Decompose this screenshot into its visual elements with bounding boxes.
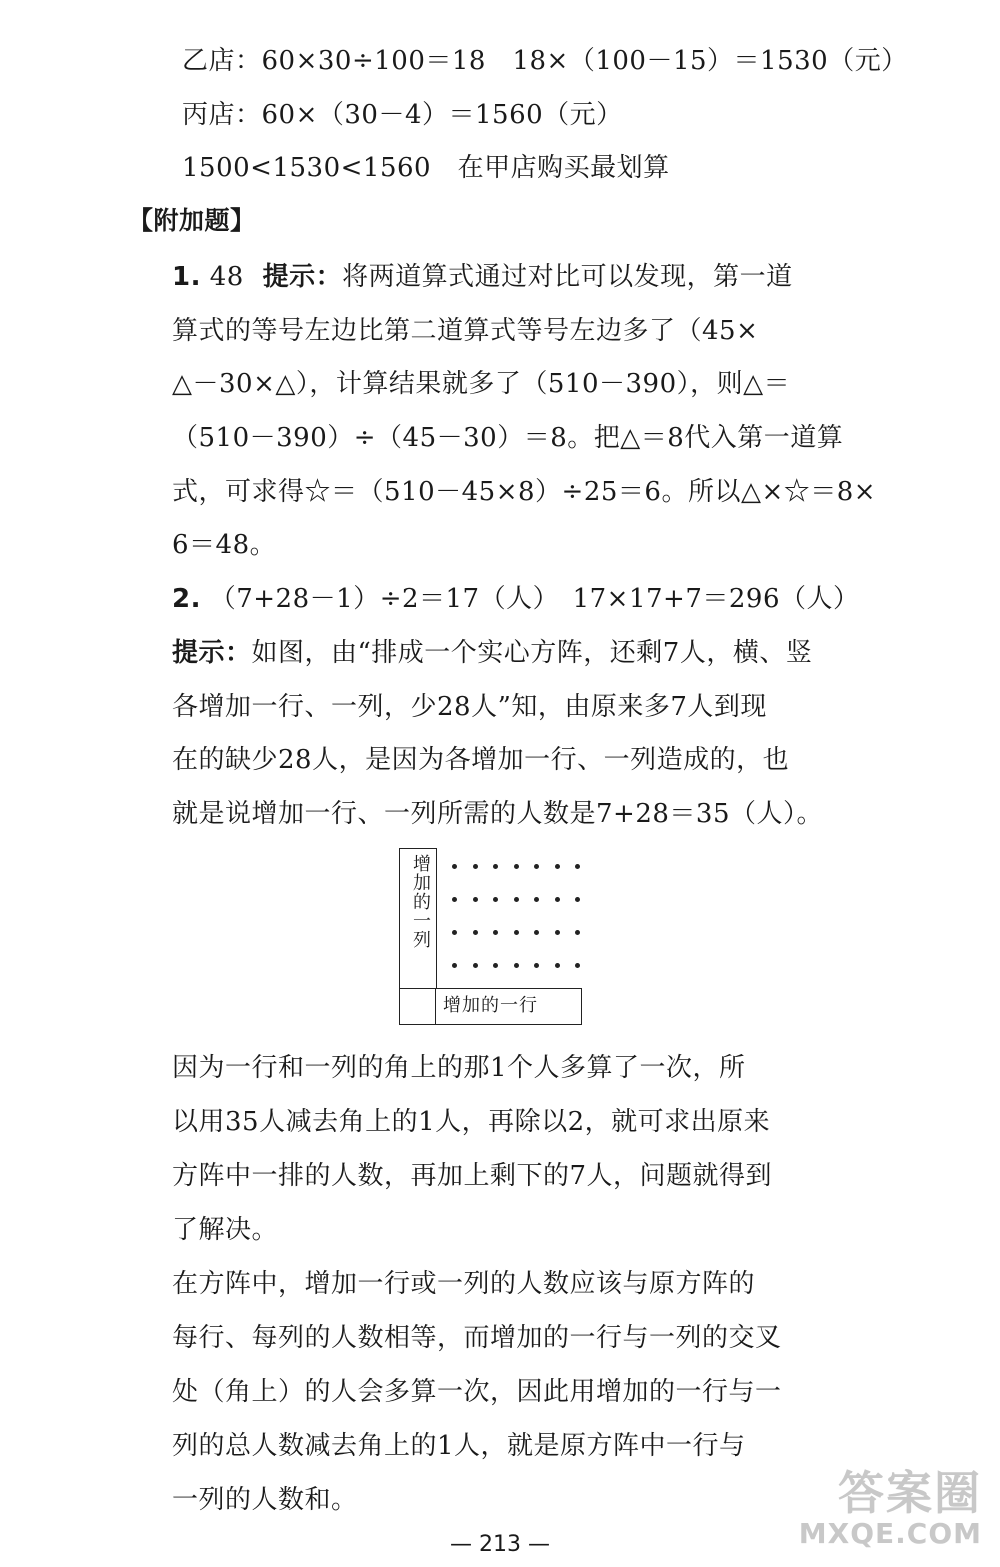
q1-line: （510－390）÷（45－30）＝8。把△＝8代入第一道算 xyxy=(172,423,844,453)
q2-hint-line: 就是说增加一行、一列所需的人数是7+28＝35（人）。 xyxy=(172,799,823,829)
array-dot xyxy=(555,897,560,902)
added-row-label: 增加的一行 xyxy=(443,995,538,1016)
array-dot xyxy=(575,930,580,935)
q2-after-line: 因为一行和一列的角上的那1个人多算了一次，所 xyxy=(172,1053,746,1083)
array-dot xyxy=(555,864,560,869)
array-dot xyxy=(514,963,519,968)
square-array-diagram xyxy=(399,848,582,1025)
watermark-logo xyxy=(799,1468,982,1550)
array-dot xyxy=(473,963,478,968)
array-dot xyxy=(555,963,560,968)
array-dot xyxy=(514,897,519,902)
q2-hint-label: 提示： xyxy=(172,638,252,668)
array-dot xyxy=(452,930,457,935)
array-dot xyxy=(493,930,498,935)
watermark-url: MXQE.COM xyxy=(798,1517,982,1550)
q2-after-line: 一列的人数和。 xyxy=(172,1485,358,1515)
q2-after-line: 以用35人减去角上的1人，再除以2，就可求出原来 xyxy=(172,1107,771,1137)
array-dot xyxy=(534,897,539,902)
array-dot xyxy=(452,897,457,902)
q2-after-line: 列的总人数减去角上的1人，就是原方阵中一行与 xyxy=(172,1431,746,1461)
q2-after-line: 在方阵中，增加一行或一列的人数应该与原方阵的 xyxy=(172,1269,756,1299)
q2-after-line: 处（角上）的人会多算一次，因此用增加的一行与一 xyxy=(172,1377,782,1407)
q2-answer: （7+28－1）÷2＝17（人） 17×17+7＝296（人） xyxy=(209,584,860,614)
q1-line: △－30×△），计算结果就多了（510－390），则△＝ xyxy=(172,369,791,399)
array-dot xyxy=(575,864,580,869)
q2-hint-text: 如图，由“排成一个实心方阵，还剩7人，横、竖 xyxy=(251,638,813,668)
q1-hint-text: 将两道算式通过对比可以发现，第一道 xyxy=(342,262,793,292)
q2-hint-line: 各增加一行、一列，少28人”知，由原来多7人到现 xyxy=(172,692,767,722)
q1-line: 算式的等号左边比第二道算式等号左边多了（45× xyxy=(172,316,759,346)
page-number: — 213 — xyxy=(450,1532,550,1557)
array-dot xyxy=(473,864,478,869)
q2-after-line: 方阵中一排的人数，再加上剩下的7人，问题就得到 xyxy=(172,1161,773,1191)
watermark-title: 答案圈 xyxy=(838,1466,982,1520)
intro-line-2: 丙店：60×（30－4）＝1560（元） xyxy=(182,100,623,130)
q1-line: 6＝48。 xyxy=(172,530,277,560)
array-dot xyxy=(514,930,519,935)
array-dot xyxy=(452,864,457,869)
array-dot xyxy=(534,864,539,869)
array-dot xyxy=(555,930,560,935)
array-dot xyxy=(575,897,580,902)
q2-hint-first-line xyxy=(172,635,812,671)
q1-number: 1. xyxy=(172,262,201,292)
intro-line-3: 1500<1530<1560 在甲店购买最划算 xyxy=(182,153,670,183)
q1-first-line xyxy=(172,259,793,295)
corner-divider xyxy=(435,988,436,1025)
q2-after-line: 了解决。 xyxy=(172,1215,279,1245)
array-dot xyxy=(575,963,580,968)
array-dot xyxy=(473,897,478,902)
array-dot xyxy=(493,963,498,968)
added-column-label: 增加的一列 xyxy=(410,854,431,949)
q1-line: 式，可求得☆＝（510－45×8）÷25＝6。所以△×☆＝8× xyxy=(172,477,877,507)
q1-answer: 48 xyxy=(209,262,244,292)
q2-number: 2. xyxy=(172,584,201,614)
array-dot xyxy=(493,864,498,869)
array-dot xyxy=(452,963,457,968)
intro-line-1: 乙店：60×30÷100＝18 18×（100－15）＝1530（元） xyxy=(182,46,908,76)
q1-hint-label: 提示： xyxy=(262,262,343,292)
section-title: 【附加题】 xyxy=(128,206,256,235)
array-dot xyxy=(534,963,539,968)
array-dot xyxy=(514,864,519,869)
q2-answer-line xyxy=(172,581,860,617)
q2-after-line: 每行、每列的人数相等，而增加的一行与一列的交叉 xyxy=(172,1323,782,1353)
array-dot xyxy=(493,897,498,902)
array-dot xyxy=(473,930,478,935)
q2-hint-line: 在的缺少28人，是因为各增加一行、一列造成的，也 xyxy=(172,745,790,775)
array-dot xyxy=(534,930,539,935)
